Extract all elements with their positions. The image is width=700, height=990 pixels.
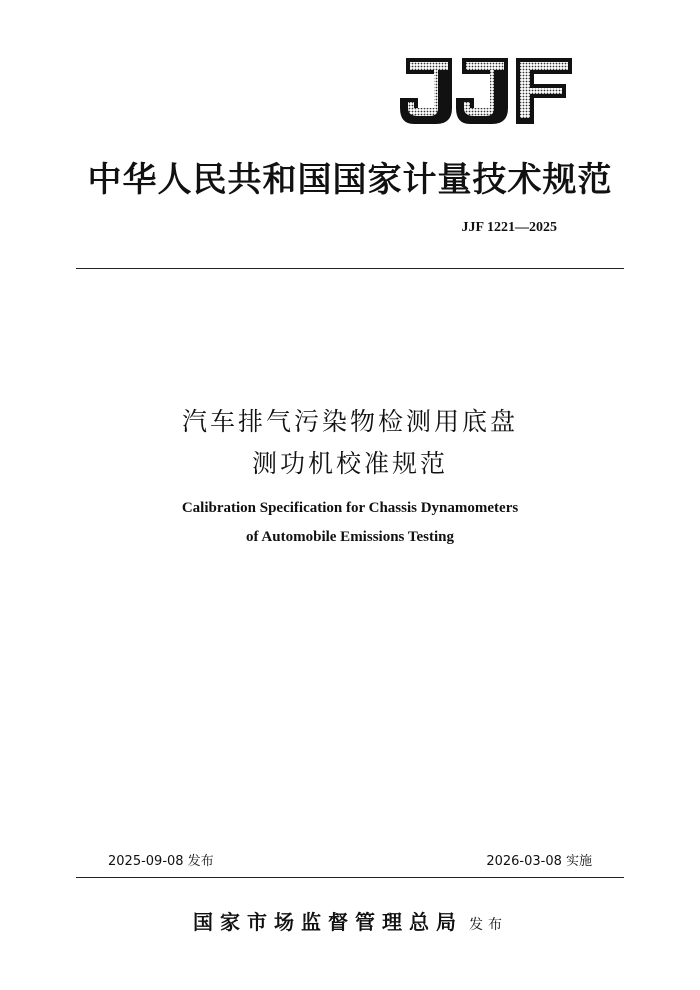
top-divider bbox=[76, 268, 624, 269]
title-en-line2: of Automobile Emissions Testing bbox=[246, 529, 454, 545]
title-en-line1: Calibration Specification for Chassis Dynamometers bbox=[181, 500, 519, 516]
effective-date: 2026-03-08 实施 bbox=[486, 854, 592, 869]
bottom-divider bbox=[76, 877, 624, 878]
title-zh-line2: 测功机校准规范 bbox=[251, 449, 448, 478]
publisher-line bbox=[0, 906, 700, 935]
issue-date: 2025-09-08 发布 bbox=[108, 854, 214, 869]
series-title: 中华人民共和国国家计量技术规范 bbox=[87, 160, 613, 200]
standard-code: JJF 1221—2025 bbox=[461, 220, 557, 235]
publisher-name: 国家市场监督管理总局 bbox=[193, 910, 463, 934]
logo-letter-j1-icon bbox=[400, 58, 452, 124]
logo-letter-j2-icon bbox=[456, 58, 508, 124]
logo-letter-f-icon bbox=[516, 58, 572, 124]
title-zh-line1: 汽车排气污染物检测用底盘 bbox=[181, 407, 518, 436]
publish-action: 发布 bbox=[469, 917, 507, 933]
jjf-logo bbox=[396, 56, 574, 126]
